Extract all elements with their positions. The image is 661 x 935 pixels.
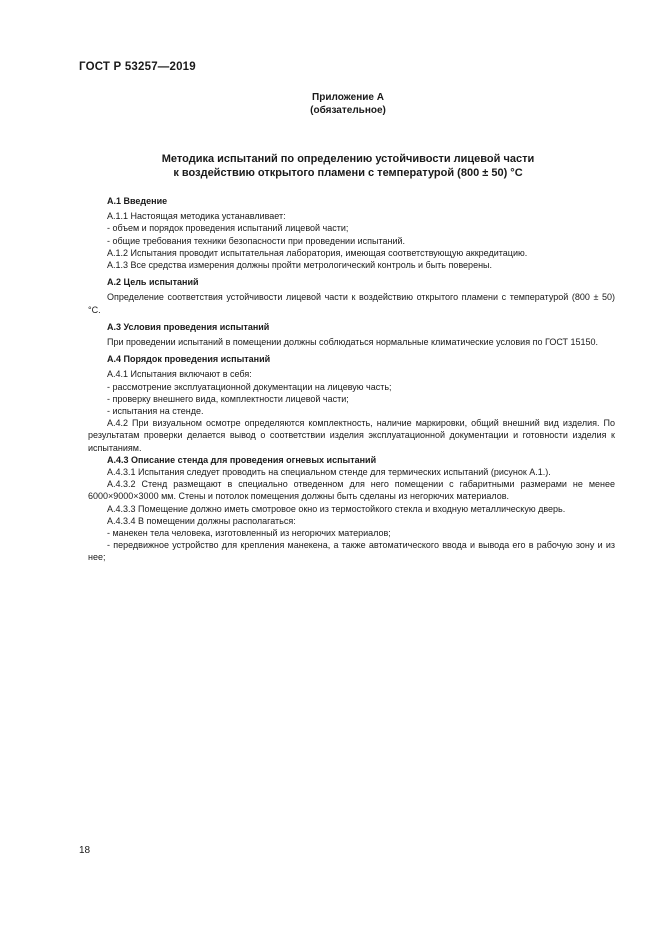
- appendix-block: [200, 91, 496, 117]
- document-id: ГОСТ Р 53257—2019: [79, 61, 196, 73]
- paragraph: А.4.1 Испытания включают в себя:: [107, 369, 252, 380]
- title-line-2: к воздействию открытого пламени с температурой (800 ± 50) °С: [173, 167, 523, 179]
- paragraph: При проведении испытаний в помещении должны соблюдаться нормальные климатические условия по ГОСТ 15150.: [107, 337, 599, 348]
- paragraph: А.4.3.2 Стенд размещают в специально отведенном для него помещении с габаритными размерами не менее 6000×9000×3000 мм. Стены и потолок помещения должны быть сделаны из негорючих материалов.: [88, 479, 615, 502]
- list-item: - рассмотрение эксплуатационной документации на лицевую часть;: [107, 381, 392, 392]
- appendix-title: [100, 152, 596, 180]
- title-line-1: Методика испытаний по определению устойчивости лицевой части: [161, 153, 535, 165]
- paragraph: А.4.3.1 Испытания следует проводить на специальном стенде для термических испытаний (рисунок А.1.).: [107, 467, 551, 478]
- section-heading-a2: А.2 Цель испытаний: [107, 277, 199, 288]
- paragraph: А.4.3.4 В помещении должны располагаться:: [107, 515, 296, 526]
- list-item: - испытания на стенде.: [107, 406, 204, 417]
- paragraph: А.4.2 При визуальном осмотре определяются комплектность, наличие маркировки, общий внешний вид изделия. По результатам проверки делается вывод о соответствии изделия эксплуатационной документации и готовности изделия к испытаниям.: [88, 418, 615, 453]
- paragraph: Определение соответствия устойчивости лицевой части к воздействию открытого пламени с температурой (800 ± 50) °С.: [88, 292, 615, 315]
- section-heading-a4: А.4 Порядок проведения испытаний: [107, 354, 271, 365]
- paragraph: А.4.3.3 Помещение должно иметь смотровое окно из термостойкого стекла и входную металлическую дверь.: [107, 503, 566, 514]
- page-number: 18: [79, 845, 91, 856]
- list-item: - манекен тела человека, изготовленный из негорючих материалов;: [107, 528, 391, 539]
- appendix-type: (обязательное): [310, 105, 386, 116]
- section-heading-a1: А.1 Введение: [107, 196, 168, 206]
- list-item: - общие требования техники безопасности при проведении испытаний.: [107, 235, 406, 246]
- section-heading-a3: А.3 Условия проведения испытаний: [107, 321, 270, 332]
- paragraph: А.1.2 Испытания проводит испытательная лаборатория, имеющая соответствующую аккредитацию.: [107, 247, 528, 258]
- subsection-heading-a4-3: А.4.3 Описание стенда для проведения огневых испытаний: [107, 454, 377, 465]
- document-body: [88, 195, 615, 564]
- appendix-label: Приложение А: [312, 92, 384, 103]
- list-item: - проверку внешнего вида, комплектности лицевой части;: [107, 393, 349, 404]
- paragraph: А.1.3 Все средства измерения должны пройти метрологический контроль и быть поверены.: [107, 260, 493, 271]
- list-item: - объем и порядок проведения испытаний лицевой части;: [107, 223, 349, 234]
- paragraph: А.1.1 Настоящая методика устанавливает:: [107, 211, 286, 222]
- list-item: - передвижное устройство для крепления манекена, а также автоматического ввода и вывода его в рабочую зону и из нее;: [88, 540, 615, 563]
